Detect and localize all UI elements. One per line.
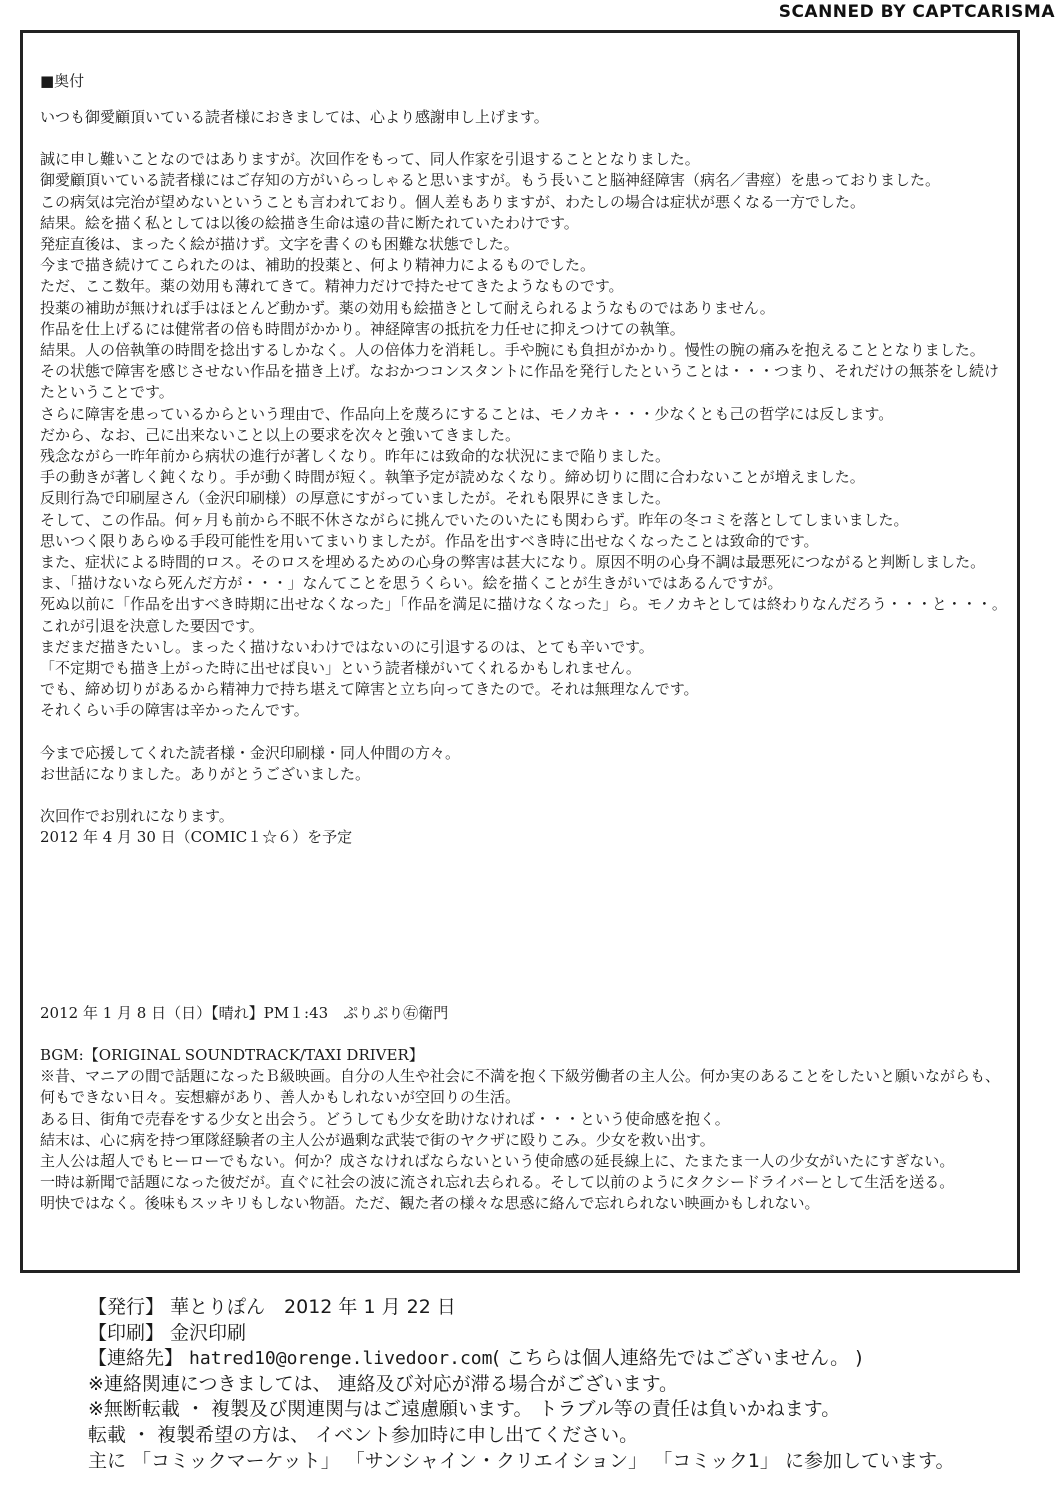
- body-paragraph: 「不定期でも描き上がった時に出せば良い」という読者様がいてくれるかもしれません。: [40, 659, 641, 678]
- paragraph-gap: [40, 722, 1010, 743]
- colophon-contact: [88, 1346, 1048, 1372]
- body-paragraph: 今まで応援してくれた読者様・金沢印刷様・同人仲間の方々。: [40, 743, 461, 762]
- bgm-paragraph: 明快ではなく。後味もスッキリもしない物語。ただ、観た者の様々な思惑に絡んで忘れられない映画かもしれない。: [40, 1194, 820, 1213]
- body-paragraph: さらに障害を患っているからという理由で、作品向上を蔑ろにすることは、モノカキ・・・少なくとも己の哲学には反します。: [40, 404, 894, 423]
- body-paragraph: 誠に申し難いことなのではありますが。次回作をもって、同人作家を引退することとなりました。: [40, 150, 700, 169]
- contact-note: ( こちらは個人連絡先ではございません。 ): [492, 1347, 863, 1370]
- colophon: [88, 1295, 1048, 1474]
- body-paragraph: これが引退を決意した要因です。: [40, 616, 264, 635]
- body-paragraph: そして、この作品。何ヶ月も前から不眠不休さながらに挑んでいたのいたにも関わらず。昨年の冬コミを落としてしまいました。: [40, 510, 909, 529]
- bgm-paragraph: 一時は新聞で話題になった彼だが。直ぐに社会の波に流され忘れ去られる。そして以前のようにタクシードライバーとして生活を送る。: [40, 1173, 955, 1192]
- body-paragraph: 今まで描き続けてこられたのは、補助的投薬と、何より精神力によるものでした。: [40, 256, 596, 275]
- bgm-paragraph: ※昔、マニアの間で話題になったＢ級映画。自分の人生や社会に不満を抱く下級労働者の主人公。何か実のあることをしたいと願いながらも、何もできない日々。妄想癖があり、善人かもしれないが空回りの生活。: [40, 1067, 1001, 1107]
- section-heading: ■奥付: [40, 72, 85, 90]
- colophon-publish: 【発行】 華とりぽん 2012 年 1 月 22 日: [88, 1296, 456, 1318]
- body-paragraph: この病気は完治が望めないということも言われており。個人差もありますが、わたしの場合は症状が悪くなる一方でした。: [40, 192, 866, 211]
- colophon-note-1: ※連絡関連につきましては、 連絡及び対応が滞る場合がございます。: [88, 1372, 679, 1395]
- body-paragraph: それくらい手の障害は辛かったんです。: [40, 701, 309, 720]
- contact-email[interactable]: hatred10@orenge.livedoor.com: [189, 1348, 493, 1370]
- afterword-body: [40, 107, 1010, 849]
- body-paragraph: だから、なお、己に出来ないこと以上の要求を次々と強いてきました。: [40, 425, 521, 444]
- paragraph-gap: [40, 128, 1010, 149]
- bgm-paragraph: 主人公は超人でもヒーローでもない。何か？成さなければならないという使命感の延長線上に、たまたま一人の少女がいたにすぎない。: [40, 1152, 955, 1171]
- bgm-paragraph: ある日、街角で売春をする少女と出会う。どうしても少女を助けなければ・・・という使命感を抱く。: [40, 1109, 730, 1128]
- body-paragraph: また、症状による時間的ロス。そのロスを埋めるための心身の弊害は甚大になり。原因不明の心身不調は最悪死につながると判断しました。: [40, 553, 986, 572]
- body-paragraph: 投薬の補助が無ければ手はほとんど動かず。薬の効用も絵描きとして耐えられるようなものではありません。: [40, 298, 775, 317]
- body-paragraph: 死ぬ以前に「作品を出すべき時期に出せなくなった」「作品を満足に描けなくなった」ら。モノカキとしては終わりなんだろう・・・と・・・。: [40, 595, 1007, 614]
- colophon-note-3: 転載 ・ 複製希望の方は、 イベント参加時に申し出てください。: [88, 1423, 639, 1446]
- body-paragraph: いつも御愛顧頂いている読者様におきましては、心より感謝申し上げます。: [40, 108, 549, 126]
- body-paragraph: その状態で障害を感じさせない作品を描き上げ。なおかつコンスタントに作品を発行したということは・・・つまり、それだけの無茶をし続けたということです。: [40, 362, 999, 402]
- body-paragraph: 発症直後は、まったく絵が描けず。文字を書くのも困難な状態でした。: [40, 235, 519, 254]
- body-paragraph: 作品を仕上げるには健常者の倍も時間がかかり。神経障害の抵抗を力任せに抑えつけての執筆。: [40, 319, 685, 338]
- body-paragraph: 御愛顧頂いている読者様にはご存知の方がいらっしゃると思いますが。もう長いこと脳神経障害（病名／書痙）を患っておりました。: [40, 171, 941, 190]
- date-line: 2012 年 1 月 8 日（日）【晴れ】PM１:43 ぷりぷり㊨衛門: [40, 1004, 449, 1022]
- body-paragraph: ただ、ここ数年。薬の効用も薄れてきて。精神力だけで持たせてきたようなものです。: [40, 277, 624, 296]
- colophon-print: 【印刷】 金沢印刷: [88, 1321, 247, 1344]
- scan-credit: SCANNED BY CAPTCARISMA: [778, 2, 1055, 22]
- paragraph-gap: [40, 785, 1010, 806]
- body-paragraph: 反則行為で印刷屋さん（金沢印刷様）の厚意にすがっていましたが。それも限界にきました。: [40, 489, 671, 508]
- body-paragraph: 残念ながら一昨年前から病状の進行が著しくなり。昨年には致命的な状況にまで陥りました。: [40, 447, 671, 466]
- colophon-note-4: 主に 「コミックマーケット」 「サンシャイン・クリエイション」 「コミック1」 に参加しています。: [88, 1449, 955, 1472]
- colophon-note-2: ※無断転載 ・ 複製及び関連関与はご遠慮願います。 トラブル等の責任は負いかねます。: [88, 1398, 841, 1421]
- body-paragraph: ま、「描けないなら死んだ方が・・・」なんてことを思うくらい。絵を描くことが生きがいではあるんですが。: [40, 574, 783, 593]
- bgm-title: BGM:【ORIGINAL SOUNDTRACK/TAXI DRIVER】: [40, 1046, 424, 1064]
- body-paragraph: 結果。人の倍執筆の時間を捻出するしかなく。人の倍体力を消耗し。手や腕にも負担がかかり。慢性の腕の痛みを抱えることとなりました。: [40, 341, 985, 360]
- bgm-paragraph: 結末は、心に病を持つ軍隊経験者の主人公が過剰な武装で街のヤクザに殴りこみ。少女を救い出す。: [40, 1130, 715, 1149]
- body-paragraph: 次回作でお別れになります。: [40, 807, 234, 826]
- body-paragraph: お世話になりました。ありがとうございました。: [40, 764, 371, 783]
- body-paragraph: 結果。絵を描く私としては以後の絵描き生命は遠の昔に断たれていたわけです。: [40, 213, 579, 232]
- body-paragraph: でも、締め切りがあるから精神力で持ち堪えて障害と立ち向ってきたので。それは無理なんです。: [40, 680, 699, 699]
- body-paragraph: 思いつく限りあらゆる手段可能性を用いてまいりましたが。作品を出すべき時に出せなくなったことは致命的です。: [40, 531, 819, 550]
- body-paragraph: まだまだ描きたいし。まったく描けないわけではないのに引退するのは、とても辛いです。: [40, 637, 654, 656]
- contact-label: 【連絡先】: [88, 1347, 190, 1370]
- body-paragraph: 2012 年 4 月 30 日（COMIC１☆６）を予定: [40, 828, 353, 847]
- body-paragraph: 手の動きが著しく鈍くなり。手が動く時間が短く。執筆予定が読めなくなり。締め切りに間に合わないことが増えました。: [40, 468, 865, 487]
- bgm-block: [40, 1045, 1010, 1215]
